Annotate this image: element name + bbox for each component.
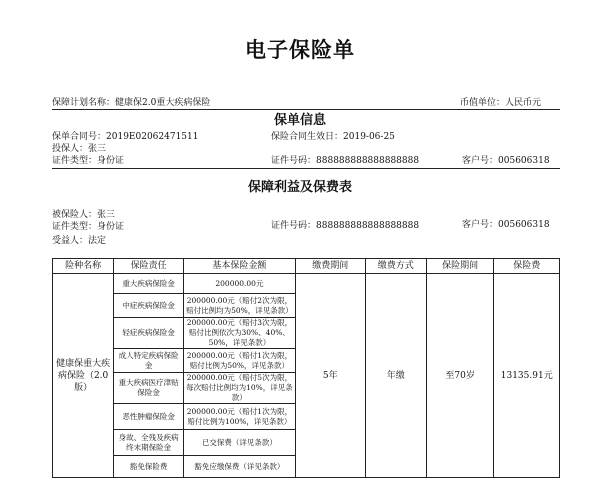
amount-cell: 200000.00元（赔付1次为限，赔付比例为100%，详见条款） [183, 404, 295, 430]
currency-row [460, 98, 541, 109]
id-no-label: 证件号码： [271, 156, 317, 166]
duty-cell: 恶性肿瘤保险金 [114, 404, 184, 430]
insured-customer-no-label: 客户号： [462, 220, 499, 230]
duty-cell: 重大疾病医疗津贴保险金 [114, 373, 184, 404]
effective-date-label: 保险合同生效日： [271, 132, 344, 142]
amount-cell: 200000.00元（赔付3次为限，赔付比例依次为30%、40%、50%，详见条款） [183, 318, 295, 349]
insured-customer-no-row [462, 220, 550, 231]
insured-id-no-label: 证件号码： [271, 221, 317, 231]
insured-row [52, 210, 115, 221]
header-pay-method: 缴费方式 [365, 259, 426, 274]
currency-value: 人民币元 [505, 98, 542, 108]
amount-cell: 200000.00元 [183, 274, 295, 294]
insured-id-type-value: 身份证 [97, 222, 125, 232]
plan-name-row [52, 98, 210, 109]
duty-cell: 重大疾病保险金 [114, 274, 184, 294]
beneficiary-label: 受益人： [52, 236, 89, 246]
beneficiary-row [52, 236, 106, 247]
duty-cell: 中症疾病保险金 [114, 294, 184, 318]
id-no-value: 888888888888888888 [316, 156, 420, 166]
amount-cell: 已交保费（详见条款） [183, 430, 295, 456]
policy-section-title: 保单信息 [273, 113, 326, 128]
id-type-row [52, 156, 124, 167]
pay-period-cell: 5年 [295, 274, 365, 478]
duty-cell: 豁免保险费 [114, 456, 184, 478]
id-no-row [271, 156, 419, 167]
header-product: 险种名称 [53, 259, 114, 274]
product-name-cell: 健康保重大疾病保险（2.0版） [53, 274, 114, 478]
header-amount: 基本保险金额 [183, 259, 295, 274]
insured-id-no-value: 888888888888888888 [316, 221, 420, 231]
customer-no-row [462, 156, 550, 167]
insured-label: 被保险人： [52, 210, 98, 220]
header-pay-period: 缴费期间 [295, 259, 365, 274]
beneficiary-value: 法定 [88, 236, 107, 246]
plan-name-value: 健康保2.0重大疾病保险 [115, 98, 211, 108]
effective-date-value: 2019-06-25 [343, 132, 395, 142]
holder-value: 张三 [88, 144, 107, 154]
pay-method-cell: 年缴 [365, 274, 426, 478]
table-row [53, 274, 560, 294]
benefit-table [52, 258, 560, 478]
amount-cell: 200000.00元（赔付2次为限，赔付比例均为50%，详见条款） [183, 294, 295, 318]
id-type-value: 身份证 [97, 156, 125, 166]
customer-no-label: 客户号： [462, 156, 499, 166]
effective-date-row [271, 132, 395, 143]
contract-no-row [52, 132, 198, 143]
amount-cell: 豁免应缴保费（详见条款） [183, 456, 295, 478]
id-type-label: 证件类型： [52, 156, 98, 166]
insured-customer-no-value: 005606318 [498, 220, 550, 230]
benefit-section-title: 保障利益及保费表 [247, 180, 352, 195]
duty-cell: 轻症疾病保险金 [114, 318, 184, 349]
header-premium: 保险费 [494, 259, 560, 274]
insured-id-type-label: 证件类型： [52, 222, 98, 232]
table-header-row [53, 259, 560, 274]
amount-cell: 200000.00元（赔付5次为限，每次赔付比例均为10%，详见条款） [183, 373, 295, 404]
header-coverage-period: 保险期间 [426, 259, 494, 274]
premium-cell: 13135.91元 [494, 274, 560, 478]
insured-value: 张三 [97, 210, 116, 220]
insured-id-no-row [271, 221, 419, 232]
contract-no-label: 保单合同号： [52, 132, 107, 142]
document-title: 电子保险单 [245, 38, 355, 62]
holder-row [52, 144, 106, 155]
contract-no-value: 2019E02062471511 [106, 132, 199, 142]
divider-middle [52, 168, 560, 169]
header-duty: 保险责任 [114, 259, 184, 274]
insured-id-type-row [52, 222, 124, 233]
coverage-period-cell: 至70岁 [426, 274, 494, 478]
plan-name-label: 保障计划名称： [52, 98, 116, 108]
duty-cell: 身故、全残及疾病终末期保险金 [114, 430, 184, 456]
duty-cell: 成人特定疾病保险金 [114, 349, 184, 373]
currency-label: 币值单位： [460, 98, 506, 108]
customer-no-value: 005606318 [498, 156, 550, 166]
holder-label: 投保人： [52, 144, 89, 154]
amount-cell: 200000.00元（赔付1次为限，赔付比例为50%，详见条款） [183, 349, 295, 373]
